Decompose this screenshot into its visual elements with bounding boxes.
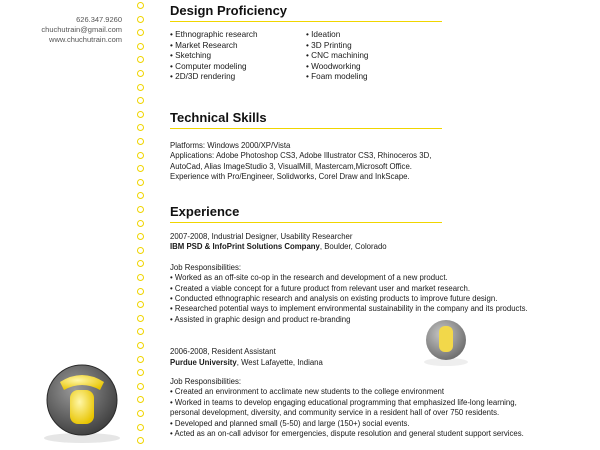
list-item: • Assisted in graphic design and product re-branding (170, 315, 442, 325)
contact-info (41, 15, 122, 45)
rail-dot (137, 315, 144, 322)
list-item: • Woodworking (306, 62, 442, 73)
section-title-experience: Experience (170, 204, 442, 223)
rail-dot (137, 56, 144, 63)
technical-skills-section (170, 110, 442, 183)
platforms-line (170, 141, 442, 151)
rail-dot (137, 84, 144, 91)
list-item: • Ideation (306, 30, 442, 41)
rail-dot (137, 301, 144, 308)
decorative-ball-small (420, 318, 472, 368)
rail-dot (137, 152, 144, 159)
platforms-value: Windows 2000/XP/Vista (207, 141, 291, 150)
job-entry (170, 347, 524, 439)
website-link[interactable]: www.chuchutrain.com (49, 35, 122, 44)
rail-dot (137, 369, 144, 376)
rail-dot (137, 260, 144, 267)
list-item: • Acted as an on-call advisor for emergencies, dispute resolution and general student support services. (170, 429, 442, 439)
job-location: , West Lafayette, Indiana (236, 357, 323, 367)
job-org-line (170, 242, 442, 252)
applications-line-3: Experience with Pro/Engineer, Solidworks, Corel Draw and InkScape. (170, 172, 410, 182)
job-dates-role: 2006-2008, Resident Assistant (170, 347, 276, 357)
design-skills-left (170, 30, 306, 83)
rail-dot (137, 356, 144, 363)
rail-dot (137, 410, 144, 417)
list-item: • Market Research (170, 41, 306, 52)
rail-dot (137, 396, 144, 403)
resp-label: Job Responsibilities: (170, 262, 242, 272)
rail-dot (137, 206, 144, 213)
applications-label: Applications: (170, 151, 215, 161)
applications-value: Adobe Photoshop CS3, Adobe Illustrator CS3, Rhinoceros 3D, (215, 151, 432, 161)
design-proficiency-section (170, 3, 442, 83)
list-item: • Ethnographic research (170, 30, 306, 41)
resp-list (170, 387, 517, 408)
job-location: , Boulder, Colorado (319, 242, 387, 252)
list-item: • Worked in teams to develop engaging educational programming that emphasized life-long learning, (170, 398, 442, 408)
rail-dot (137, 437, 144, 444)
rail-dot (137, 220, 144, 227)
rail-dot (137, 288, 144, 295)
list-item: • Worked as an off-site co-op in the research and development of a new product. (170, 273, 442, 283)
resp-list (170, 273, 528, 325)
rail-dot (137, 43, 144, 50)
list-item: • Created a viable concept for a future product from relevant user and market research. (170, 284, 442, 294)
rail-dot (137, 111, 144, 118)
dot-rail (137, 0, 147, 450)
resp-list-cont (170, 418, 524, 440)
list-item: • Sketching (170, 51, 306, 62)
rail-dot (137, 124, 144, 131)
list-item: • Researched potential ways to implement environmental sustainability in the company and its products. (170, 304, 442, 314)
list-item: • 3D Printing (306, 41, 442, 52)
rail-dot (137, 274, 144, 281)
rail-dot (137, 29, 144, 36)
section-title-design: Design Proficiency (170, 3, 442, 22)
rail-dot (137, 2, 144, 9)
applications-line-2: AutoCad, Alias ImageStudio 3, VisualMill, Mastercam,Microsoft Office. (170, 161, 412, 171)
resp-label: Job Responsibilities: (170, 377, 242, 387)
job-dates-role: 2007-2008, Industrial Designer, Usability Researcher (170, 232, 353, 241)
rail-dot (137, 70, 144, 77)
job-org: Purdue University (170, 357, 237, 367)
list-item: • 2D/3D rendering (170, 72, 306, 83)
rail-dot (137, 233, 144, 240)
list-item: • Foam modeling (306, 72, 442, 83)
rail-dot (137, 16, 144, 23)
section-title-skills: Technical Skills (170, 110, 442, 129)
list-item: • CNC machining (306, 51, 442, 62)
job-org-line (170, 358, 442, 368)
rail-dot (137, 179, 144, 186)
list-item-continued: personal development, diversity, and community service in a resident hall of over 750 residents. (170, 408, 500, 418)
rail-dot (137, 165, 144, 172)
list-item: • Computer modeling (170, 62, 306, 73)
design-skills-right (306, 30, 442, 83)
experience-section (170, 204, 528, 440)
list-item: • Conducted ethnographic research and analysis on existing products to improve future design. (170, 294, 442, 304)
email-link[interactable]: chuchutrain@gmail.com (41, 25, 122, 34)
rail-dot (137, 192, 144, 199)
platforms-label: Platforms: (170, 141, 206, 150)
rail-dot (137, 247, 144, 254)
applications-line (170, 151, 442, 161)
list-item: • Developed and planned small (5-50) and large (150+) social events. (170, 419, 442, 429)
rail-dot (137, 138, 144, 145)
rail-dot (137, 342, 144, 349)
job-org: IBM PSD & InfoPrint Solutions Company (170, 242, 320, 252)
list-item: • Created an environment to acclimate new students to the college environment (170, 387, 442, 397)
job-entry (170, 232, 528, 325)
rail-dot (137, 424, 144, 431)
rail-dot (137, 383, 144, 390)
phone: 626.347.9260 (76, 15, 122, 24)
decorative-ball-large (38, 360, 133, 445)
rail-dot (137, 328, 144, 335)
rail-dot (137, 97, 144, 104)
